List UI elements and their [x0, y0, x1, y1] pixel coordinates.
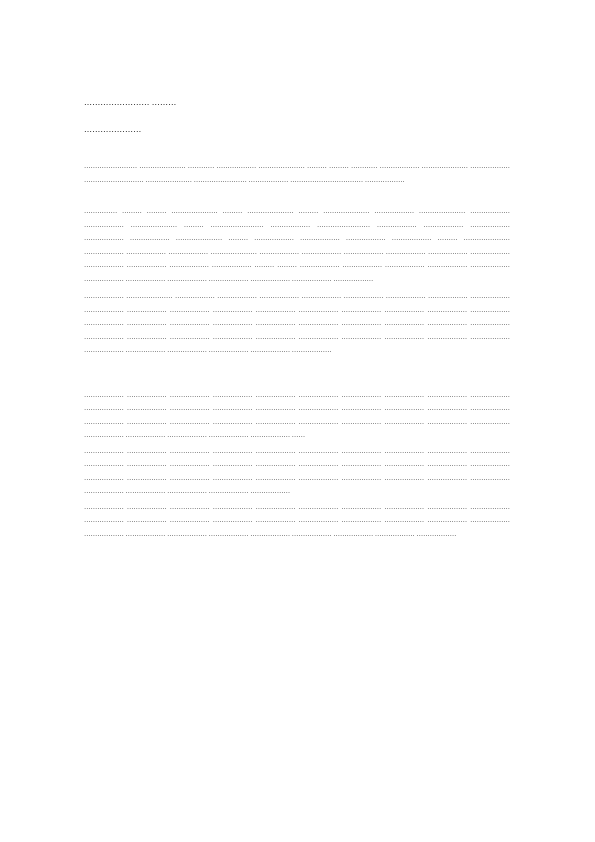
paragraph-1: …………………… ………………… ………… ……………… ………………… ……… ……… ………… ……………… ………………… ……………… ……………………… ………………… …………………… ……………… …………………………… ………………: [84, 163, 510, 184]
paragraph-5: ……………… ……………… ……………… ……………… ……………… ……………… ……………… ……………… ……………… ……………… ……………… ……………… ……………… ……………… ……………… ……………… ……………… ……………… ……………… ……………… ……………… ……………… ……………… ……………… ……………… ……………… ……………… ……………… ……………… ……………… ……………… ……………… ……………… ……………… ………………: [84, 447, 510, 495]
paragraph-6: ……………… ……………… ……………… ……………… ……………… ……………… ……………… ……………… ……………… ……………… ……………… ……………… ……………… ……………… ……………… ……………… ……………… ……………… ……………… ……………… ……………… ……………… ……………… ……………… ……………… ……………… ……………… ……………… ………………: [84, 503, 510, 538]
paragraph-2: …………… ……… ……… ………………… ……… ………………… ……… ………………… ……………… ………………… ……………… ……………… ………………… ……… …………………… ……………… …………………… ……………… ……………… ……………… ……………… ……………… ………………… ……… ……………… ……………… ……………… ……………… ……… ………………… ……………… ……………… ……………… ………………… ……………… ……………… ……………… ……………… ……………… ……………… ……………… ……………… ……………… ……………… ……… ……… ……………… ……………… ……………… ……………… ……………… ……………… ……………… ……………… ……………… ……………… ……………… ………………: [84, 208, 510, 283]
document-title: …………………… ………: [84, 98, 177, 107]
document-subtitle: …………………: [84, 125, 142, 134]
paragraph-4: ……………… ……………… ……………… ……………… ……………… ……………… ……………… ……………… ……………… ……………… ……………… ……………… ……………… ……………… ……………… ……………… ……………… ……………… ……………… ……………… ……………… ……………… ……………… ……………… ……………… ……………… ……………… ……………… ……………… ……………… ……………… ……………… ……………… ……………… ……………… ……: [84, 391, 510, 439]
paragraph-3: ……………… ………………… ……………… ……………… ……………… ……………… ……………… ……………… ……………… ……………… ……………… ……………… ……………… ……………… ……………… ……………… ……………… ……………… ……………… ……………… ……………… ……………… ……………… ……………… ……………… ……………… ……………… ……………… ……………… ……………… ……………… ……………… ……………… ……………… ……………… ……………… ……………… ……………… ……………… ……………… ……………… ……………… ……………… ……………… ……………… ………………: [84, 293, 510, 354]
document-content: [84, 98, 510, 541]
